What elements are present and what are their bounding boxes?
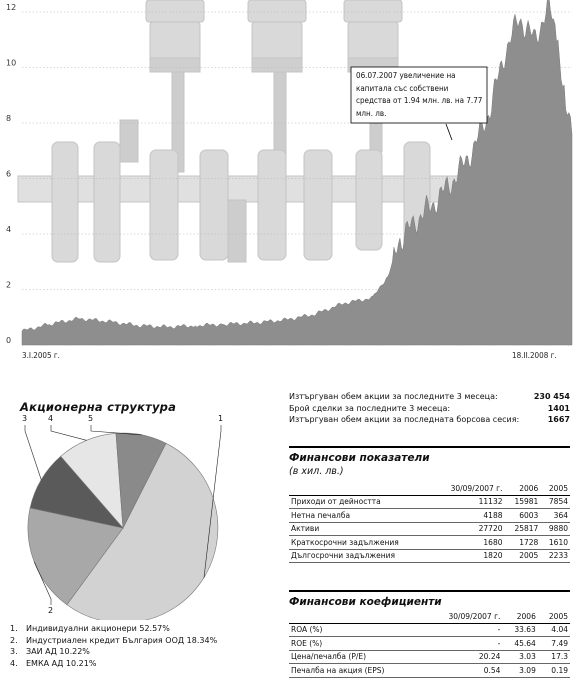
legend-item: 3. ЗАИ АД 10.22%: [10, 647, 90, 656]
y-tick-label: 8: [6, 114, 12, 123]
legend-item: 4. ЕМКА АД 10.21%: [10, 658, 97, 668]
table-row: Нетна печалба 4188 6003 364: [289, 509, 570, 523]
table-row: ROA (%) - 33.63 4.04: [289, 623, 570, 637]
ratios-title: Финансови коефициенти: [289, 596, 442, 608]
stat-row: Брой сделки за последните 3 месеца: 1401: [289, 403, 570, 413]
y-axis-ticks: [6, 3, 16, 345]
pie-chart: [0, 395, 270, 620]
table-row: Активи 27720 25817 9880: [289, 522, 570, 536]
pie-callout-line: [51, 425, 87, 440]
table-row: ROE (%) - 45.64 7.49: [289, 637, 570, 651]
table-row: Приходи от дейността 11132 15981 7854: [289, 495, 570, 509]
pie-legend: [10, 623, 217, 669]
x-end-label: 18.II.2008 г.: [512, 351, 557, 360]
table-row: Дългосрочни задължения 1820 2005 2233: [289, 549, 570, 563]
y-tick-label: 10: [6, 58, 17, 68]
trading-stats: [289, 391, 570, 426]
y-tick-label: 0: [6, 336, 12, 345]
engine-illustration: [18, 0, 458, 262]
table-row: Печалба на акция (EPS) 0.54 3.09 0.19: [289, 664, 570, 678]
fin-table: [289, 482, 570, 563]
table-row: Краткосрочни задължения 1680 1728 1610: [289, 536, 570, 550]
y-tick-label: 12: [6, 3, 17, 12]
legend-item: 1. Индивидуални акционери 52.57%: [10, 624, 170, 633]
y-tick-label: 2: [6, 280, 12, 290]
pie-callout-label: 4: [48, 414, 54, 423]
fin-subtitle: (в хил. лв.): [289, 466, 344, 477]
pie-callout-label: 1: [218, 414, 224, 423]
ratios-table: [289, 610, 570, 678]
table-header: 30/09/2007 г. 2006 2005: [289, 610, 570, 623]
pie-callout-line: [25, 425, 41, 480]
pie-title: Акционерна структура: [20, 400, 177, 414]
table-row: Цена/печалба (P/E) 20.24 3.03 17.3: [289, 650, 570, 664]
section-rule: [289, 590, 570, 592]
shareholder-structure: [0, 395, 270, 675]
section-rule: [289, 446, 570, 448]
stat-row: Изтъргуван обем акции за последните 3 месеца: 230 454: [289, 392, 570, 401]
annotation-leader: [446, 124, 452, 140]
stat-row: Изтъргуван обем акции за последната борсова сесия: 1667: [289, 415, 570, 424]
table-header: 30/09/2007 г. 2006 2005: [289, 482, 570, 495]
y-tick-label: 6: [6, 169, 12, 179]
pie-callout-label: 3: [22, 414, 28, 423]
y-tick-label: 4: [6, 225, 12, 234]
pie-callout-label: 5: [88, 414, 94, 423]
fin-title: Финансови показатели: [289, 452, 430, 464]
pie-callout-label: 2: [48, 606, 54, 615]
x-start-label: 3.I.2005 г.: [22, 351, 60, 360]
annotation-text: 06.07.2007 увеличение на капитала със собствени средства от 1.94 млн. лв. на 7.77 млн. лв.: [356, 71, 483, 118]
legend-item: 2. Индустриален кредит България ООД 18.34%: [10, 635, 218, 645]
